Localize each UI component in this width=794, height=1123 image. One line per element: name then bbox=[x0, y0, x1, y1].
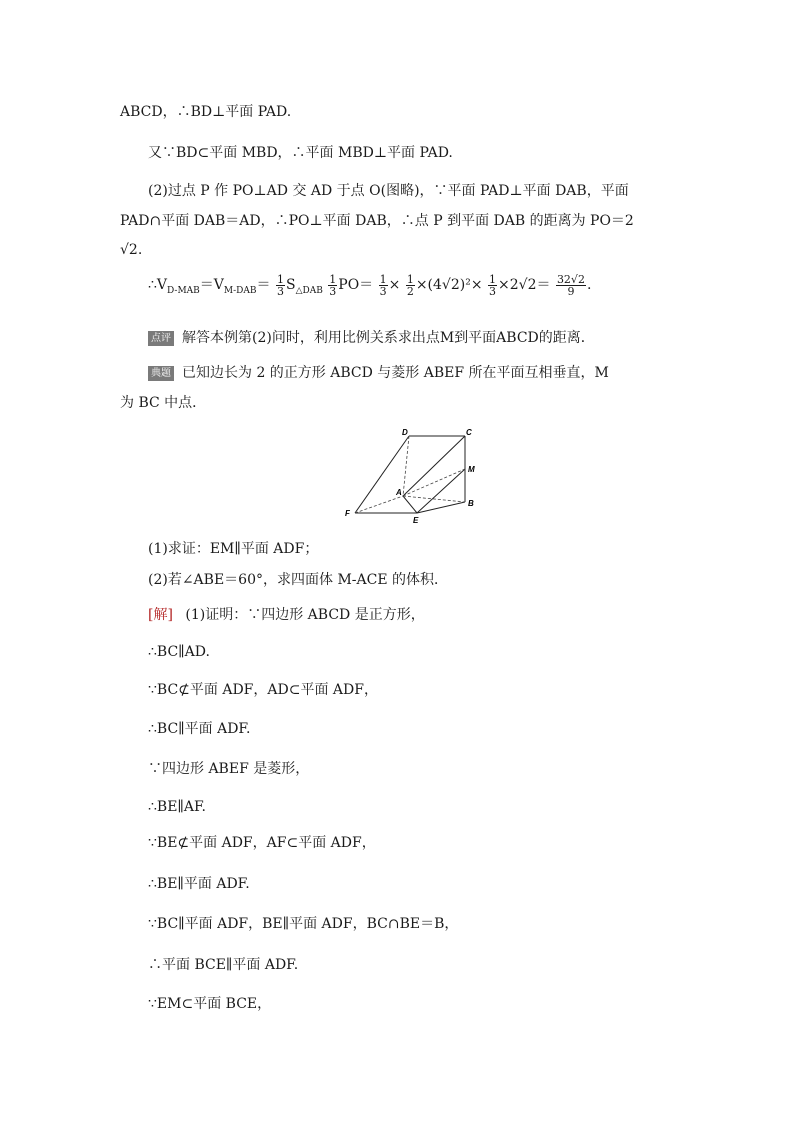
edge-da-hidden bbox=[403, 436, 409, 496]
solution-line-5: ∵四边形 ABEF 是菱形， bbox=[148, 761, 310, 777]
solution-line-1 bbox=[148, 605, 425, 625]
edge-am-hidden bbox=[403, 469, 465, 496]
solution-line-10: ∴平面 BCE∥平面 ADF. bbox=[148, 957, 299, 973]
text-line-3: (2)过点 P 作 PO⊥AD 交 AD 于点 O(图略)，∵平面 PAD⊥平面 DAB，平面 bbox=[148, 183, 629, 199]
edge-fa-hidden bbox=[355, 496, 403, 513]
edge-ac bbox=[403, 436, 465, 496]
label-a: A bbox=[396, 488, 402, 497]
comment-line bbox=[148, 328, 595, 348]
fraction-2: $\frac{1}{3}$ bbox=[329, 272, 337, 298]
solution-text-1: (1)证明：∵四边形 ABCD 是正方形， bbox=[185, 607, 425, 623]
volume-formula bbox=[148, 272, 591, 304]
fraction-1: $\frac{1}{3}$ bbox=[276, 272, 284, 298]
fraction-5: $\frac{1}{3}$ bbox=[489, 272, 497, 298]
solution-bracket: [解] bbox=[148, 607, 173, 623]
solution-line-11: ∵EM⊂平面 BCE， bbox=[148, 996, 272, 1012]
text-line-1: ABCD，∴BD⊥平面 PAD. bbox=[120, 104, 292, 120]
solution-line-7: ∵BE⊄平面 ADF，AF⊂平面 ADF， bbox=[148, 835, 376, 851]
example-tag: 典题 bbox=[148, 366, 174, 381]
edge-fd bbox=[355, 436, 409, 513]
formula-times-3: ×2√2＝ bbox=[498, 277, 551, 293]
text-line-5: √2. bbox=[120, 242, 143, 258]
label-d: D bbox=[402, 428, 408, 437]
formula-sub-1: D-MAB bbox=[167, 285, 200, 296]
comment-text: 解答本例第(2)问时，利用比例关系求出点M到平面ABCD的距离． bbox=[182, 330, 595, 346]
formula-lead: ∴V bbox=[148, 277, 168, 293]
text-line-4: PAD∩平面 DAB＝AD，∴PO⊥平面 DAB，∴点 P 到平面 DAB 的距离为 PO＝2 bbox=[120, 213, 634, 229]
solution-line-2: ∴BC∥AD. bbox=[148, 644, 210, 660]
fraction-3: $\frac{1}{3}$ bbox=[379, 272, 387, 298]
label-b: B bbox=[468, 499, 474, 508]
formula-area: S bbox=[285, 277, 296, 293]
question-2: (2)若∠ABE＝60°，求四面体 M-ACE 的体积． bbox=[148, 572, 449, 588]
fraction-6: $\frac{32√2}{9}$ bbox=[556, 272, 585, 298]
label-c: C bbox=[466, 428, 472, 437]
example-text-1: 已知边长为 2 的正方形 ABCD 与菱形 ABEF 所在平面互相垂直，M bbox=[182, 365, 609, 381]
formula-po: PO＝ bbox=[338, 277, 374, 293]
edge-ae bbox=[403, 496, 417, 513]
solution-line-9: ∵BC∥平面 ADF，BE∥平面 ADF，BC∩BE＝B， bbox=[148, 916, 459, 932]
example-line-2: 为 BC 中点． bbox=[120, 395, 207, 411]
formula-eq-1: ＝V bbox=[199, 277, 224, 293]
fraction-4: $\frac{1}{2}$ bbox=[406, 272, 414, 298]
formula-end: . bbox=[586, 277, 592, 293]
formula-times-1: × bbox=[388, 277, 401, 293]
solution-line-8: ∴BE∥平面 ADF. bbox=[148, 876, 250, 892]
question-1: (1)求证：EM∥平面 ADF； bbox=[148, 541, 319, 557]
solution-line-6: ∴BE∥AF. bbox=[148, 799, 206, 815]
comment-tag: 点评 bbox=[148, 331, 174, 346]
formula-sub-2: M-DAB bbox=[223, 285, 257, 296]
example-line-1 bbox=[148, 363, 609, 383]
label-e: E bbox=[413, 516, 419, 525]
solution-line-4: ∴BC∥平面 ADF. bbox=[148, 721, 251, 737]
text-line-2: 又∵BD⊂平面 MBD，∴平面 MBD⊥平面 PAD. bbox=[148, 145, 453, 161]
formula-times-2: ×(4√2)²× bbox=[415, 277, 483, 293]
solution-line-3: ∵BC⊄平面 ADF，AD⊂平面 ADF， bbox=[148, 682, 378, 698]
geometry-figure bbox=[340, 426, 490, 526]
edge-eb bbox=[417, 502, 465, 513]
formula-sub-3: △DAB bbox=[295, 285, 323, 296]
label-m: M bbox=[468, 465, 475, 474]
label-f: F bbox=[345, 509, 350, 518]
formula-eq-2: ＝ bbox=[256, 277, 271, 293]
